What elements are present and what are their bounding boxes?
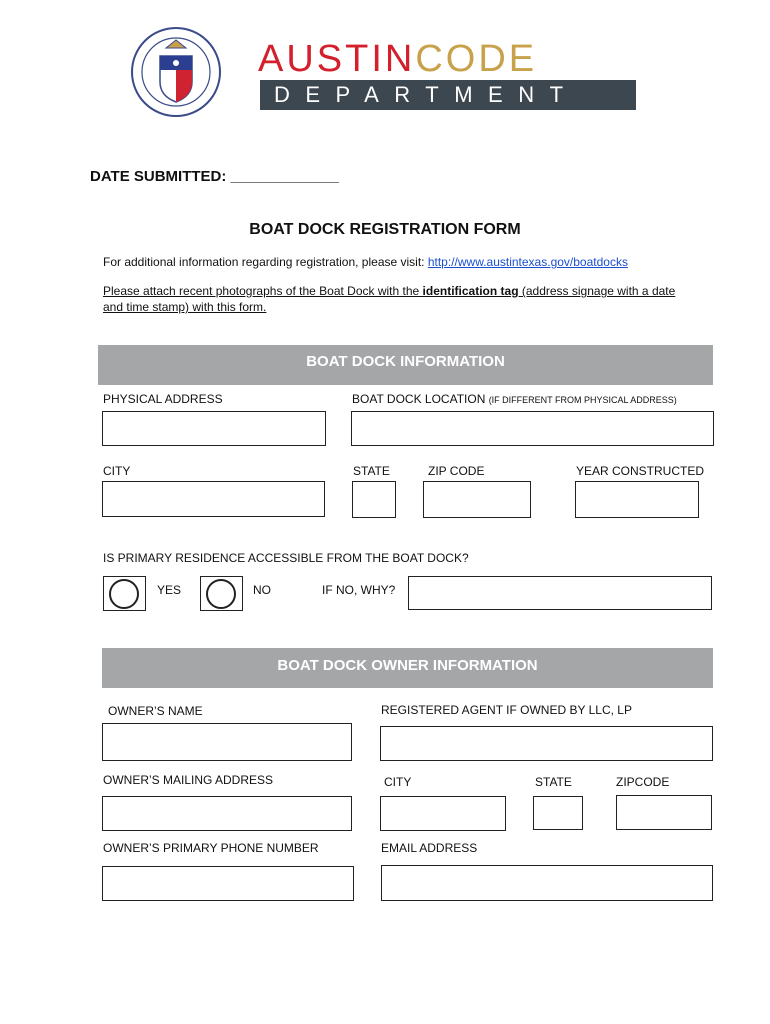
label-owner-zipcode: ZIPCODE xyxy=(616,775,670,789)
section-banner-owner-info: BOAT DOCK OWNER INFORMATION xyxy=(102,648,713,688)
no-radio[interactable] xyxy=(200,576,243,611)
brand-department-bar: DEPARTMENT xyxy=(260,80,636,110)
label-owner-name: OWNER’S NAME xyxy=(108,704,203,718)
physical-address-field[interactable] xyxy=(102,411,326,446)
date-submitted: DATE SUBMITTED: _____________ xyxy=(90,168,339,185)
attach-instructions xyxy=(103,283,693,315)
mailing-address-field[interactable] xyxy=(102,796,352,831)
label-email-address: EMAIL ADDRESS xyxy=(381,841,478,855)
brand-wordmark xyxy=(258,40,537,78)
phone-number-field[interactable] xyxy=(102,866,354,901)
info-text-label: For additional information regarding registration, please visit: xyxy=(103,255,428,269)
state-field[interactable] xyxy=(352,481,396,518)
label-phone-number: OWNER’S PRIMARY PHONE NUMBER xyxy=(103,841,319,855)
info-text xyxy=(103,255,628,269)
label-owner-city: CITY xyxy=(384,775,412,789)
label-if-no-why: IF NO, WHY? xyxy=(322,583,396,597)
yes-radio-circle xyxy=(109,579,139,609)
zip-field[interactable] xyxy=(423,481,531,518)
form-title: BOAT DOCK REGISTRATION FORM xyxy=(249,221,521,238)
owner-zipcode-field[interactable] xyxy=(616,795,712,830)
brand-code: CODE xyxy=(415,38,538,80)
label-year-constructed: YEAR CONSTRUCTED xyxy=(576,464,705,478)
label-yes: YES xyxy=(157,583,182,597)
label-city: CITY xyxy=(103,464,131,478)
attach-prefix: Please attach recent photographs of the Boat Dock with the xyxy=(103,284,423,298)
label-physical-address: PHYSICAL ADDRESS xyxy=(103,392,223,406)
owner-state-field[interactable] xyxy=(533,796,583,830)
info-link[interactable]: http://www.austintexas.gov/boatdocks xyxy=(427,255,628,269)
attach-bold: identification tag xyxy=(422,284,519,298)
no-radio-circle xyxy=(206,579,236,609)
dock-location-field[interactable] xyxy=(351,411,714,446)
city-seal-logo xyxy=(130,26,222,118)
year-constructed-field[interactable] xyxy=(575,481,699,518)
label-owner-state: STATE xyxy=(535,775,572,789)
if-no-why-field[interactable] xyxy=(408,576,712,610)
attach-suffix: (address signage with a date and time stamp) with this form. xyxy=(103,284,676,314)
label-dock-location-text: BOAT DOCK LOCATION xyxy=(352,392,489,406)
label-no: NO xyxy=(253,583,271,597)
label-mailing-address: OWNER’S MAILING ADDRESS xyxy=(103,773,274,787)
label-zip: ZIP CODE xyxy=(428,464,485,478)
owner-city-field[interactable] xyxy=(380,796,506,831)
email-address-field[interactable] xyxy=(381,865,713,901)
city-field[interactable] xyxy=(102,481,325,517)
brand-austin: AUSTIN xyxy=(258,38,416,80)
label-residence-question: IS PRIMARY RESIDENCE ACCESSIBLE FROM THE BOAT DOCK? xyxy=(103,551,469,565)
registered-agent-field[interactable] xyxy=(380,726,713,761)
label-registered-agent: REGISTERED AGENT IF OWNED BY LLC, LP xyxy=(381,703,632,717)
owner-name-field[interactable] xyxy=(102,723,352,761)
label-dock-location xyxy=(352,392,677,406)
label-dock-location-note: (IF DIFFERENT FROM PHYSICAL ADDRESS) xyxy=(488,395,677,405)
yes-radio[interactable] xyxy=(103,576,146,611)
section-banner-dock-info: BOAT DOCK INFORMATION xyxy=(98,345,713,385)
label-state: STATE xyxy=(353,464,390,478)
